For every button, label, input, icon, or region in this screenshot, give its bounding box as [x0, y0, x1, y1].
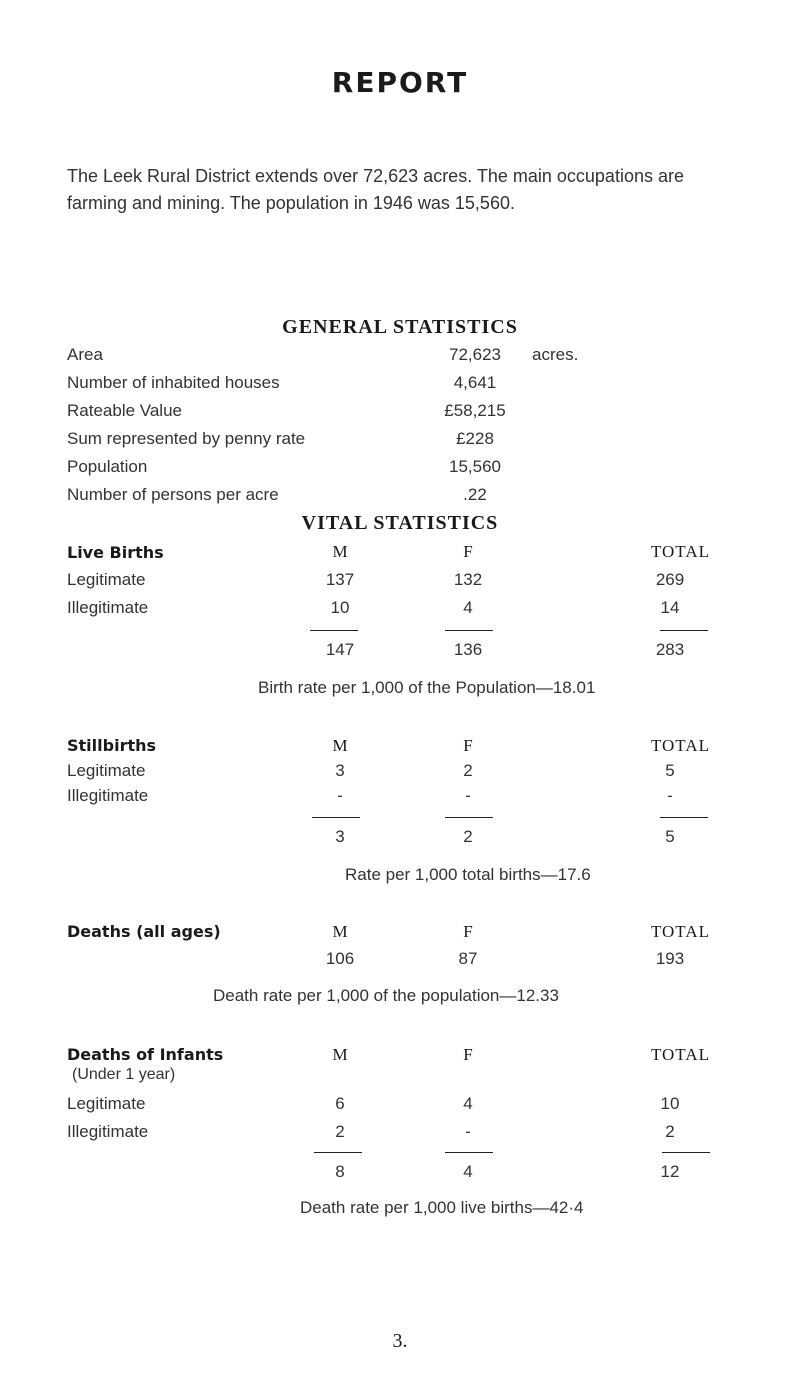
birth-rate: Birth rate per 1,000 of the Population—18.01 — [258, 678, 596, 697]
cell-total: 269 — [655, 570, 685, 589]
stillbirths-title: Stillbirths — [67, 736, 157, 755]
cell-f: 87 — [458, 949, 478, 968]
intro-text: The Leek Rural District extends over 72,623 acres. The main occupations are farming and mining. The population in 1946 was 15,560. — [67, 166, 684, 213]
cell-total: 193 — [655, 949, 685, 968]
cell-total: 14 — [660, 598, 680, 617]
gs-label: Number of persons per acre — [67, 485, 279, 504]
cell-m: - — [337, 786, 343, 805]
gs-label: Population — [67, 457, 148, 476]
cell-m: 3 — [335, 761, 345, 780]
total-m: 3 — [335, 827, 345, 846]
sum-rule — [660, 817, 708, 818]
gs-label: Sum represented by penny rate — [67, 429, 306, 448]
gs-value: £228 — [456, 429, 494, 448]
col-m-header: M — [332, 922, 348, 941]
row-label: Legitimate — [67, 1094, 146, 1113]
cell-total: 2 — [665, 1122, 675, 1141]
cell-total: 10 — [660, 1094, 680, 1113]
gs-label: Number of inhabited houses — [67, 373, 280, 392]
cell-f: 4 — [463, 598, 473, 617]
page-title: REPORT — [331, 66, 469, 99]
row-label: Illegitimate — [67, 786, 149, 805]
cell-m: 106 — [325, 949, 355, 968]
col-f-header: F — [463, 922, 473, 941]
infant-death-rate: Death rate per 1,000 live births—42·4 — [300, 1198, 584, 1217]
row-label: Illegitimate — [67, 598, 149, 617]
intro-paragraph — [67, 163, 747, 217]
cell-m: 6 — [335, 1094, 345, 1113]
cell-f: 2 — [463, 761, 473, 780]
total-total: 5 — [665, 827, 675, 846]
total-f: 136 — [453, 640, 483, 659]
sum-rule — [445, 1152, 493, 1153]
cell-f: 4 — [463, 1094, 473, 1113]
total-f: 4 — [463, 1162, 473, 1181]
cell-total: - — [667, 786, 673, 805]
vital-statistics-heading: VITAL STATISTICS — [301, 512, 499, 534]
gs-value: .22 — [463, 485, 487, 504]
sum-rule — [310, 630, 358, 631]
cell-total: 5 — [665, 761, 675, 780]
total-total: 283 — [655, 640, 685, 659]
cell-m: 2 — [335, 1122, 345, 1141]
total-m: 147 — [325, 640, 355, 659]
infants-title: Deaths of Infants — [67, 1045, 224, 1064]
gs-value: £58,215 — [444, 401, 506, 420]
live-births-title: Live Births — [67, 543, 164, 562]
gs-value: 72,623 — [449, 345, 501, 364]
col-total-header: TOTAL — [650, 1045, 710, 1064]
col-total-header: TOTAL — [650, 736, 710, 755]
col-total-header: TOTAL — [650, 542, 710, 561]
total-m: 8 — [335, 1162, 345, 1181]
row-label: Illegitimate — [67, 1122, 149, 1141]
sum-rule — [662, 1152, 710, 1153]
gs-value: 4,641 — [453, 373, 497, 392]
col-m-header: M — [332, 1045, 348, 1064]
stillbirth-rate: Rate per 1,000 total births—17.6 — [345, 865, 591, 884]
cell-m: 137 — [325, 570, 355, 589]
row-label: Legitimate — [67, 570, 146, 589]
cell-f: - — [465, 1122, 471, 1141]
col-total-header: TOTAL — [650, 922, 710, 941]
general-statistics-heading: GENERAL STATISTICS — [282, 316, 518, 338]
cell-f: 132 — [453, 570, 483, 589]
death-rate: Death rate per 1,000 of the population—12.33 — [213, 986, 559, 1005]
gs-unit: acres. — [532, 345, 579, 364]
sum-rule — [445, 817, 493, 818]
total-f: 2 — [463, 827, 473, 846]
col-m-header: M — [332, 542, 348, 561]
gs-label: Area — [67, 345, 103, 364]
deaths-title: Deaths (all ages) — [67, 922, 221, 941]
col-f-header: F — [463, 1045, 473, 1064]
row-label: Legitimate — [67, 761, 146, 780]
sum-rule — [660, 630, 708, 631]
sum-rule — [445, 630, 493, 631]
infants-subtitle: (Under 1 year) — [72, 1066, 176, 1083]
sum-rule — [312, 817, 360, 818]
cell-m: 10 — [330, 598, 350, 617]
gs-label: Rateable Value — [67, 401, 182, 420]
col-m-header: M — [332, 736, 348, 755]
page-number: 3. — [392, 1330, 408, 1352]
gs-value: 15,560 — [449, 457, 501, 476]
cell-f: - — [465, 786, 471, 805]
total-total: 12 — [660, 1162, 680, 1181]
col-f-header: F — [463, 542, 473, 561]
sum-rule — [314, 1152, 362, 1153]
col-f-header: F — [463, 736, 473, 755]
